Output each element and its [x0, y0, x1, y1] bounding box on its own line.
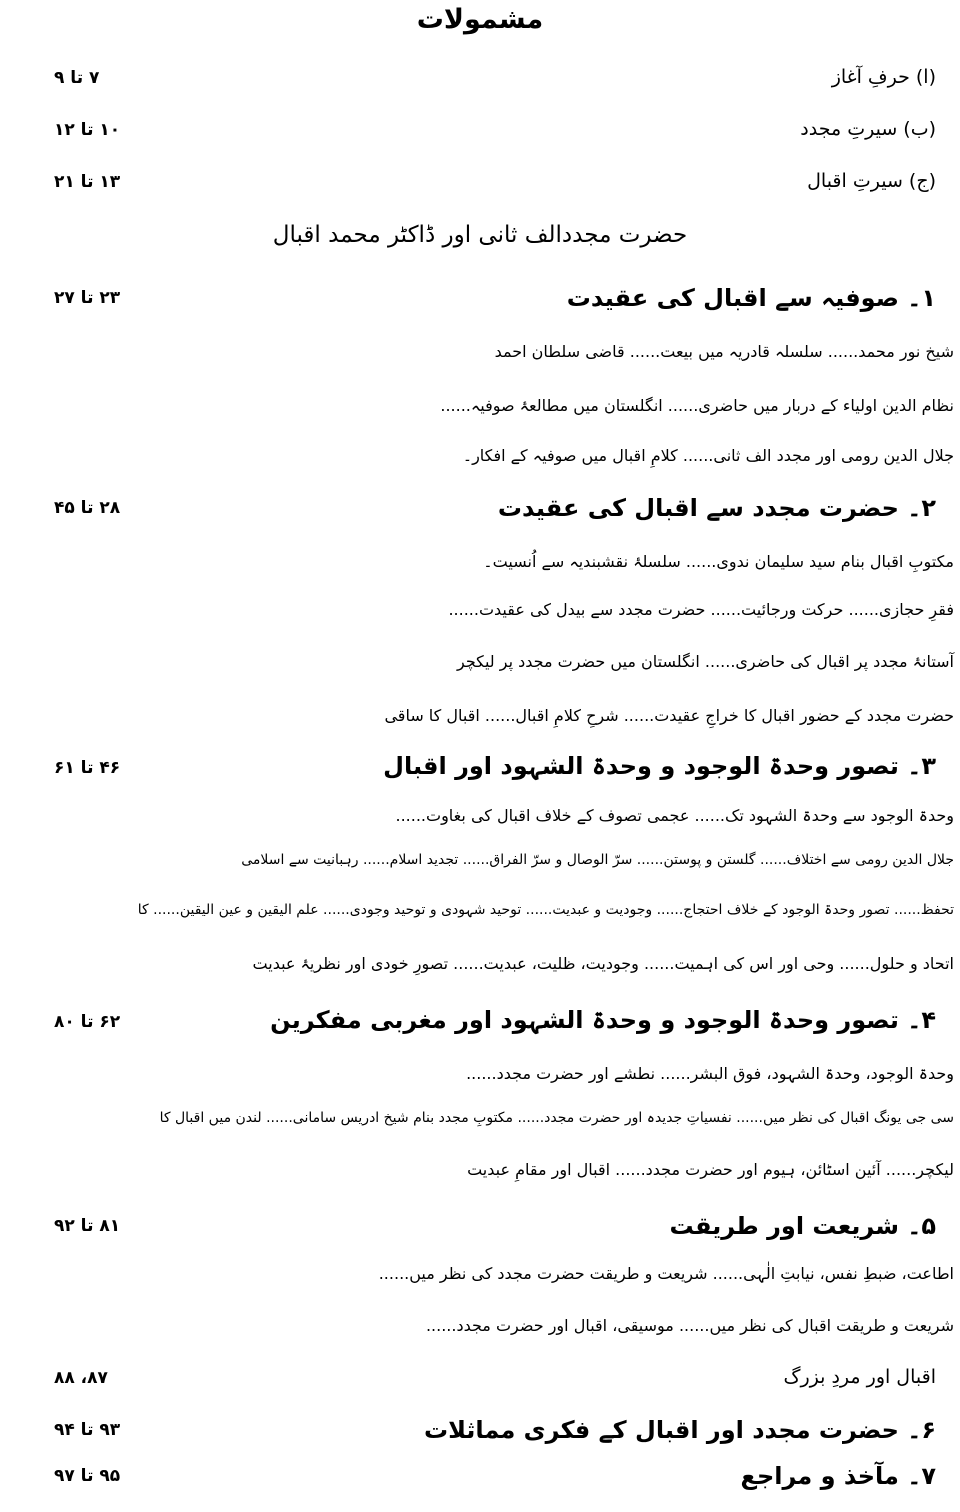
chapter-heading: ۵۔ شریعت اور طریقت [669, 1212, 936, 1240]
intro-entry-pages: ۱۰ تا ۱۲ [54, 120, 121, 140]
intro-entry-label: (ب) سیرتِ مجدد [800, 118, 936, 140]
chapter-pages: ۶۲ تا ۸۰ [54, 1012, 121, 1032]
chapter-heading: ۶۔ حضرت مجدد اور اقبال کے فکری مماثلات [424, 1416, 936, 1444]
chapter-pages: ۹۵ تا ۹۷ [54, 1466, 121, 1486]
chapter-detail-line: اتحاد و حلول...... وحی اور اس کی اہمیت...... وجودیت، ظلیت، عبدیت...... تصورِ خودی اور نظریۂ عبدیت [252, 954, 954, 973]
chapter-detail-line: شیخ نور محمد...... سلسلہ قادریہ میں بیعت...... قاضی سلطان احمد [494, 342, 954, 361]
chapter-pages: ۸۱ تا ۹۲ [54, 1216, 121, 1236]
intro-entry-pages: ۱۳ تا ۲۱ [54, 172, 121, 192]
chapter-detail-line: حضرت مجدد کے حضور اقبال کا خراجِ عقیدت...... شرحِ کلامِ اقبال...... اقبال کا ساقی [384, 706, 954, 725]
chapter-pages: ۲۸ تا ۴۵ [54, 498, 121, 518]
page-title: مشمولات [416, 4, 544, 35]
chapter-detail-line: لیکچر...... آئین اسٹائن، ہیوم اور حضرت مجدد...... اقبال اور مقامِ عبدیت [467, 1160, 954, 1179]
chapter-pages: ۲۳ تا ۲۷ [54, 288, 121, 308]
chapter-heading: ۴۔ تصور وحدۃ الوجود و وحدۃ الشہود اور مغربی مفکرین [270, 1006, 936, 1034]
chapter-detail-line: وحدۃ الوجود، وحدۃ الشہود، فوق البشر...... نطشے اور حضرت مجدد...... [466, 1064, 954, 1083]
intro-entry-label: (ج) سیرتِ اقبال [807, 170, 936, 192]
chapter-detail-line: جلال الدین رومی سے اختلاف...... گلستن و پوستن...... سرّ الوصال و سرّ الفراق...... تجدید اسلام...... رہبانیت سے اسلامی [241, 852, 954, 868]
chapter-detail-line: جلال الدین رومی اور مجدد الف ثانی...... کلامِ اقبال میں صوفیہ کے افکار۔ [462, 446, 954, 465]
section-subtitle: حضرت مجددالف ثانی اور ڈاکٹر محمد اقبال [272, 222, 688, 248]
chapter-heading: ۷۔ مآخذ و مراجع [740, 1462, 936, 1490]
chapter-heading: ۲۔ حضرت مجدد سے اقبال کی عقیدت [497, 494, 936, 522]
chapter-pages: ۴۶ تا ۶۱ [54, 758, 121, 778]
chapter-detail-line: شریعت و طریقت اقبال کی نظر میں...... موسیقی، اقبال اور حضرت مجدد...... [425, 1316, 954, 1335]
chapter-pages: ۸۷، ۸۸ [54, 1368, 108, 1388]
chapter-detail-line: وحدۃ الوجود سے وحدۃ الشہود تک...... عجمی تصوف کے خلاف اقبال کی بغاوت...... [395, 806, 954, 825]
chapter-detail-line: مکتوبِ اقبال بنام سید سلیمان ندوی...... سلسلۂ نقشبندیہ سے اُنسیت۔ [483, 552, 954, 571]
chapter-heading: ۱۔ صوفیہ سے اقبال کی عقیدت [566, 284, 936, 312]
chapter-detail-line: نظام الدین اولیاء کے دربار میں حاضری...... انگلستان میں مطالعۂ صوفیہ...... [440, 396, 954, 415]
chapter-heading: ۳۔ تصور وحدۃ الوجود و وحدۃ الشہود اور اقبال [383, 752, 936, 780]
chapter-detail-line: فقرِ حجازی...... حرکت ورجائیت...... حضرت مجدد سے بیدل کی عقیدت...... [448, 600, 954, 619]
chapter-detail-line: تحفظ...... تصور وحدۃ الوجود کے خلاف احتجاج...... وجودیت و عبدیت...... توحید شہودی و توحید وجودی...... علم الیقین و عین الیقین...... کا [137, 902, 954, 918]
chapter-detail-line: سی جی یونگ اقبال کی نظر میں...... نفسیاتِ جدیدہ اور حضرت مجدد...... مکتوبِ مجدد بنام شیخ ادریس سامانی...... لندن میں اقبال کا [159, 1110, 954, 1126]
chapter-detail-line: اطاعت، ضبطِ نفس، نیابتِ الٰہی...... شریعت و طریقت حضرت مجدد کی نظر میں...... [378, 1264, 954, 1283]
intro-entry-label: (ا) حرفِ آغاز [831, 66, 936, 88]
chapter-detail-line: آستانۂ مجدد پر اقبال کی حاضری...... انگلستان میں حضرت مجدد پر لیکچر [456, 652, 954, 671]
intro-entry-pages: ۷ تا ۹ [54, 68, 100, 88]
chapter-pages: ۹۳ تا ۹۴ [54, 1420, 121, 1440]
chapter-heading: اقبال اور مردِ بزرگ [783, 1366, 936, 1388]
